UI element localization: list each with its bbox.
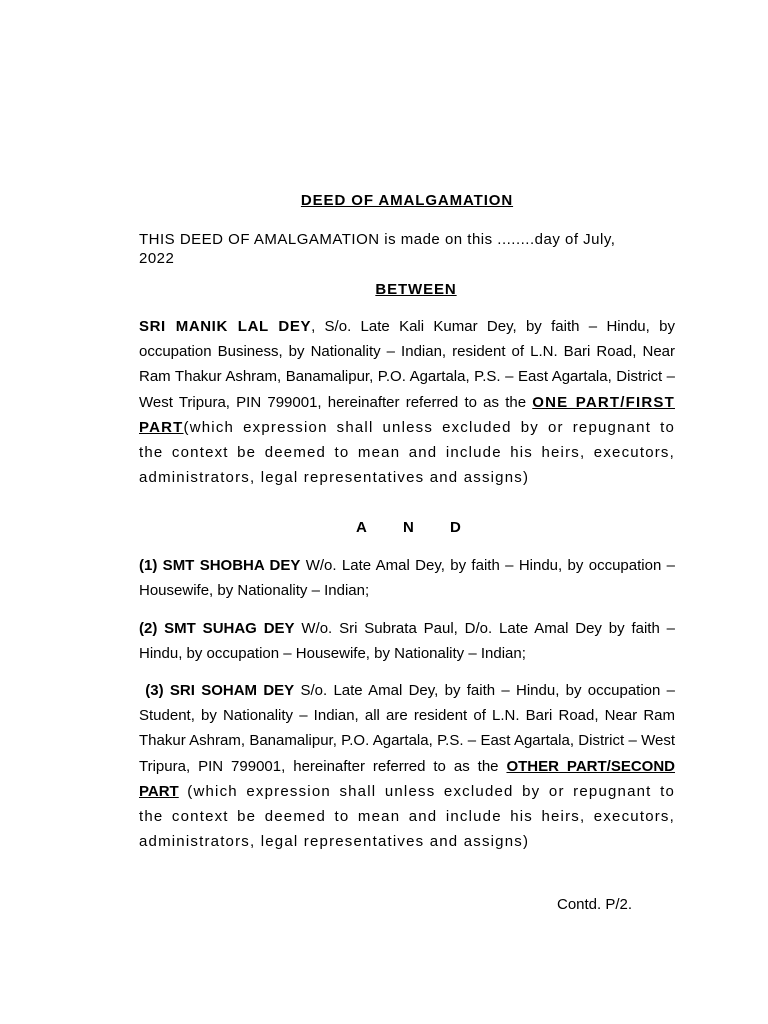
first-party-text: , S/o. Late Kali Kumar Dey, by faith – Hindu, by occupation Business, by Nationality – Indian, resident of L.N. Bari Road, Near Ram Thakur Ashram, Banamalipur, P.O. Agartala, P.S. – East Agartala, District – West Tripura, PIN 799001, hereinafter referred to as the — [139, 318, 675, 411]
intro-line: THIS DEED OF AMALGAMATION is made on this ........day of July, 2022 — [139, 231, 616, 267]
second-party-2-text: W/o. Sri Subrata Paul, D/o. Late Amal Dey by faith – Hindu, by occupation – Housewife, by Nationality – Indian; — [139, 620, 675, 663]
and-letter: A — [356, 519, 367, 536]
second-party-1-paragraph — [139, 553, 675, 603]
second-party-3-name: (3) SRI SOHAM DEY — [139, 682, 295, 699]
second-party-3-text-2: (which expression shall unless excluded by or repugnant to the context be deemed to mean and include his heirs, executors, administrators, legal representatives and assigns) — [139, 782, 675, 851]
and-letter: N — [403, 519, 414, 536]
continued-note: Contd. P/2. — [557, 896, 633, 913]
document-page — [139, 0, 675, 1024]
and-separator — [356, 519, 497, 536]
first-party-text-2: (which expression shall unless excluded by or repugnant to the context be deemed to mean and include his heirs, executors, administrators, legal representatives and assigns) — [139, 418, 675, 487]
document-title: DEED OF AMALGAMATION — [300, 192, 514, 209]
first-party-name: SRI MANIK LAL DEY — [139, 318, 312, 335]
first-party-paragraph — [139, 314, 675, 490]
second-party-1-text: W/o. Late Amal Dey, by faith – Hindu, by occupation – Housewife, by Nationality – Indian; — [139, 557, 675, 600]
and-letter: D — [450, 519, 461, 536]
second-party-2-name: (2) SMT SUHAG DEY — [139, 620, 295, 637]
second-party-3-text: S/o. Late Amal Dey, by faith – Hindu, by occupation – Student, by Nationality – Indian, all are resident of L.N. Bari Road, Near Ram Thakur Ashram, Banamalipur, P.O. Agartala, P.S. – East Agartala, District – West Tripura, PIN 799001, hereinafter referred to as the — [139, 682, 675, 775]
second-party-1-name: (1) SMT SHOBHA DEY — [139, 557, 301, 574]
second-party-3-paragraph — [139, 678, 675, 854]
first-party-label: ONE PART/FIRST PART — [139, 393, 675, 436]
second-party-2-paragraph — [139, 616, 675, 666]
second-party-3-label: OTHER PART/SECOND PART — [139, 757, 675, 800]
between-heading: BETWEEN — [375, 281, 457, 298]
